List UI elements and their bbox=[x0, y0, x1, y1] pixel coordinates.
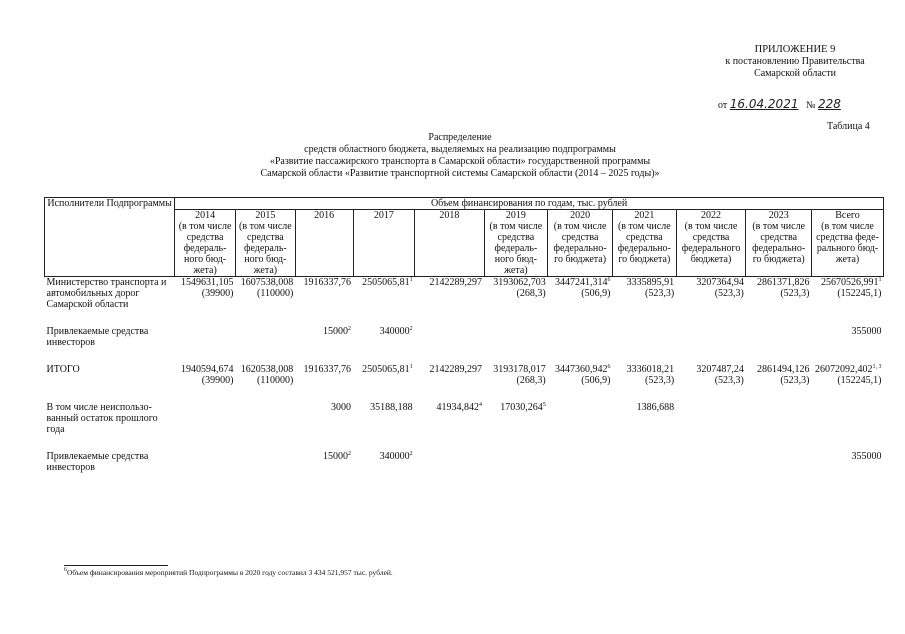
year-note: (в том числе средства федераль-ного бюд-жета) bbox=[489, 221, 543, 276]
table-number: Таблица 4 bbox=[827, 121, 870, 132]
year-label: 2017 bbox=[373, 210, 394, 221]
cell-value: 1940594,674 bbox=[180, 364, 234, 375]
value-cell bbox=[612, 451, 676, 473]
value-cell bbox=[676, 451, 746, 473]
year-header-2019 bbox=[484, 210, 548, 277]
cell-value: 1607538,008 bbox=[240, 277, 294, 288]
cell-federal-value: (110000) bbox=[257, 288, 294, 299]
cell-value: 17030,264 bbox=[500, 402, 543, 413]
cell-footnote-ref: 2 bbox=[409, 326, 413, 332]
financing-table bbox=[44, 197, 884, 473]
value-cell bbox=[235, 402, 295, 435]
footnote-text: Объем финансирования мероприятий Подпрограммы в 2020 году составил 3 434 521,957 тыс. рублей. bbox=[67, 568, 393, 577]
cell-federal-value: (523,3) bbox=[780, 288, 810, 299]
value-cell bbox=[548, 364, 613, 386]
cell-footnote-ref: 2 bbox=[409, 451, 413, 457]
decree-number: 228 bbox=[818, 97, 841, 111]
annex-block bbox=[700, 44, 890, 80]
row-label: Министерство транспорта и автомобильных дорог Самарской области bbox=[46, 277, 167, 310]
value-cell bbox=[676, 402, 746, 435]
value-cell bbox=[235, 364, 295, 386]
row-label: ИТОГО bbox=[46, 364, 80, 375]
value-cell bbox=[612, 402, 676, 435]
value-cell bbox=[295, 364, 353, 386]
row-label: В том числе неиспользо-ванный остаток прошлого года bbox=[46, 402, 158, 435]
decree-date-line bbox=[718, 97, 841, 111]
cell-federal-value: (152245,1) bbox=[837, 288, 882, 299]
cell-value: 3193178,017 bbox=[493, 364, 546, 375]
heading-line-3: «Развитие пассажирского транспорта в Самарской области» государственной программы bbox=[269, 156, 651, 167]
cell-federal-value: (110000) bbox=[257, 375, 294, 386]
value-cell bbox=[295, 277, 353, 311]
year-note: (в том числе средства федераль-ного бюд-жета) bbox=[178, 221, 232, 276]
cell-value: 3000 bbox=[331, 402, 351, 413]
heading-line-4: Самарской области «Развитие транспортной системы Самарской области (2014 – 2025 годы)» bbox=[260, 168, 660, 179]
table-body bbox=[45, 277, 884, 474]
spacer-cell bbox=[45, 386, 884, 402]
annex-title: ПРИЛОЖЕНИЕ 9 bbox=[754, 44, 836, 55]
value-cell bbox=[812, 364, 884, 386]
cell-federal-value: (39900) bbox=[201, 375, 234, 386]
spacer-cell bbox=[45, 310, 884, 326]
year-header-2022 bbox=[676, 210, 746, 277]
cell-value: 2142289,297 bbox=[429, 364, 483, 375]
cell-federal-value: (268,3) bbox=[516, 288, 546, 299]
year-label: 2018 bbox=[439, 210, 460, 221]
year-label: 2014 bbox=[195, 210, 216, 221]
value-cell bbox=[415, 451, 484, 473]
cell-value: 26072092,402 bbox=[815, 364, 873, 375]
cell-federal-value: (523,3) bbox=[714, 288, 744, 299]
value-cell bbox=[484, 451, 548, 473]
row-spacer bbox=[45, 348, 884, 364]
year-label: 2015 bbox=[255, 210, 276, 221]
value-cell bbox=[175, 326, 236, 348]
cell-value: 25670526,991 bbox=[821, 277, 879, 288]
footnote-separator bbox=[64, 565, 168, 566]
table-row bbox=[45, 277, 884, 311]
cell-footnote-ref: 2 bbox=[348, 326, 351, 332]
value-cell bbox=[235, 277, 295, 311]
cell-value: 1916337,76 bbox=[303, 277, 351, 288]
heading-line-1: Распределение bbox=[428, 132, 492, 143]
spacer-cell bbox=[45, 348, 884, 364]
cell-federal-value: (523,3) bbox=[780, 375, 810, 386]
value-cell bbox=[235, 326, 295, 348]
year-note: (в том числе средства федерально-го бюджета) bbox=[617, 221, 671, 265]
value-cell bbox=[415, 277, 484, 311]
value-cell bbox=[746, 402, 812, 435]
cell-federal-value: (523,3) bbox=[645, 288, 675, 299]
cell-value: 3335895,91 bbox=[626, 277, 675, 288]
spacer-cell bbox=[45, 435, 884, 451]
row-spacer bbox=[45, 435, 884, 451]
cell-value: 2505065,81 bbox=[362, 364, 410, 375]
value-cell bbox=[235, 451, 295, 473]
value-cell bbox=[676, 364, 746, 386]
value-cell bbox=[295, 402, 353, 435]
cell-value: 35188,188 bbox=[370, 402, 413, 413]
row-spacer bbox=[45, 310, 884, 326]
year-note: (в том числе средства федерально-го бюджета) bbox=[553, 221, 607, 265]
decree-date: 16.04.2021 bbox=[729, 97, 799, 111]
cell-value: 1549631,105 bbox=[180, 277, 234, 288]
year-label: 2023 bbox=[768, 210, 789, 221]
footnote-mark: 6 bbox=[64, 567, 67, 573]
cell-value: 3207364,94 bbox=[696, 277, 744, 288]
cell-footnote-ref: 6 bbox=[607, 277, 611, 283]
footnote bbox=[64, 568, 393, 577]
value-cell bbox=[812, 277, 884, 311]
table-row bbox=[45, 402, 884, 435]
date-prefix: от bbox=[718, 100, 728, 111]
annex-line-1: к постановлению Правительства bbox=[725, 56, 865, 67]
table-row bbox=[45, 364, 884, 386]
year-header-2020 bbox=[548, 210, 613, 277]
value-cell bbox=[548, 326, 613, 348]
cell-value: 2861371,826 bbox=[757, 277, 810, 288]
cell-federal-value: (523,3) bbox=[645, 375, 675, 386]
cell-footnote-ref: 4 bbox=[479, 402, 483, 408]
value-cell bbox=[548, 277, 613, 311]
year-header-2015 bbox=[235, 210, 295, 277]
number-label: № bbox=[805, 100, 816, 111]
cell-footnote-ref: 5 bbox=[542, 402, 546, 408]
value-cell bbox=[295, 326, 353, 348]
cell-value: 3336018,21 bbox=[626, 364, 675, 375]
year-label: 2019 bbox=[505, 210, 526, 221]
year-header-2021 bbox=[612, 210, 676, 277]
value-cell bbox=[175, 402, 236, 435]
value-cell bbox=[484, 326, 548, 348]
value-cell bbox=[746, 277, 812, 311]
year-note: (в том числе средства федерального бюджета) bbox=[681, 221, 741, 265]
cell-value: 2861494,126 bbox=[757, 364, 810, 375]
cell-value: 2505065,81 bbox=[362, 277, 410, 288]
cell-value: 3193062,703 bbox=[493, 277, 546, 288]
cell-value: 41934,842 bbox=[436, 402, 480, 413]
row-label: Привлекаемые средства инвесторов bbox=[46, 326, 149, 348]
value-cell bbox=[295, 451, 353, 473]
cell-federal-value: (152245,1) bbox=[837, 375, 882, 386]
cell-federal-value: (506,9) bbox=[581, 288, 611, 299]
cell-federal-value: (39900) bbox=[201, 288, 234, 299]
cell-value: 2142289,297 bbox=[429, 277, 483, 288]
value-cell bbox=[812, 402, 884, 435]
cell-value: 355000 bbox=[851, 451, 882, 462]
value-cell bbox=[175, 364, 236, 386]
year-note: (в том числе средства федераль-ного бюд-жета) bbox=[239, 221, 292, 276]
cell-value: 15000 bbox=[323, 326, 348, 337]
value-cell bbox=[612, 364, 676, 386]
year-label: 2021 bbox=[634, 210, 655, 221]
cell-federal-value: (523,3) bbox=[714, 375, 744, 386]
value-cell bbox=[415, 364, 484, 386]
value-cell bbox=[746, 326, 812, 348]
cell-value: 3447241,314 bbox=[554, 277, 608, 288]
value-cell bbox=[484, 277, 548, 311]
year-header-Всего bbox=[812, 210, 884, 277]
value-cell bbox=[548, 402, 613, 435]
row-spacer bbox=[45, 386, 884, 402]
table-row bbox=[45, 451, 884, 473]
year-label: 2020 bbox=[570, 210, 591, 221]
cell-value: 340000 bbox=[379, 326, 410, 337]
value-cell bbox=[175, 451, 236, 473]
value-cell bbox=[812, 451, 884, 473]
value-cell bbox=[484, 402, 548, 435]
year-label: 2016 bbox=[314, 210, 335, 221]
year-note: (в том числе средства федерально-го бюджета) bbox=[752, 221, 806, 265]
cell-footnote-ref: 1 bbox=[409, 277, 413, 283]
cell-footnote-ref: 2 bbox=[348, 451, 351, 457]
cell-federal-value: (506,9) bbox=[581, 375, 611, 386]
year-header-2014 bbox=[175, 210, 236, 277]
year-label: 2022 bbox=[701, 210, 722, 221]
value-cell bbox=[415, 326, 484, 348]
year-header-2018 bbox=[415, 210, 484, 277]
year-header-2016 bbox=[295, 210, 353, 277]
value-cell bbox=[746, 364, 812, 386]
cell-federal-value: (268,3) bbox=[516, 375, 546, 386]
value-cell bbox=[175, 277, 236, 311]
cell-footnote-ref: 1, 3 bbox=[872, 364, 882, 370]
table-row bbox=[45, 326, 884, 348]
value-cell bbox=[548, 451, 613, 473]
value-cell bbox=[353, 364, 415, 386]
cell-value: 1916337,76 bbox=[303, 364, 351, 375]
cell-value: 355000 bbox=[851, 326, 882, 337]
financing-header: Объем финансирования по годам, тыс. рублей bbox=[175, 198, 884, 210]
year-note: (в том числе средства феде-рального бюд-жета) bbox=[816, 221, 879, 265]
cell-value: 15000 bbox=[323, 451, 348, 462]
value-cell bbox=[612, 277, 676, 311]
cell-value: 1386,688 bbox=[636, 402, 675, 413]
value-cell bbox=[676, 277, 746, 311]
cell-value: 3447360,942 bbox=[554, 364, 608, 375]
value-cell bbox=[812, 326, 884, 348]
value-cell bbox=[353, 451, 415, 473]
cell-value: 1620538,008 bbox=[240, 364, 294, 375]
value-cell bbox=[612, 326, 676, 348]
year-header-2023 bbox=[746, 210, 812, 277]
value-cell bbox=[353, 402, 415, 435]
executors-header: Исполнители Подпрограммы bbox=[45, 198, 175, 277]
heading-line-2: средств областного бюджета, выделяемых на реализацию подпрограммы bbox=[304, 144, 616, 155]
annex-line-2: Самарской области bbox=[754, 68, 836, 79]
value-cell bbox=[746, 451, 812, 473]
cell-value: 3207487,24 bbox=[696, 364, 744, 375]
value-cell bbox=[353, 277, 415, 311]
value-cell bbox=[484, 364, 548, 386]
value-cell bbox=[353, 326, 415, 348]
year-header-2017 bbox=[353, 210, 415, 277]
value-cell bbox=[415, 402, 484, 435]
document-heading bbox=[190, 132, 730, 180]
row-label: Привлекаемые средства инвесторов bbox=[46, 451, 149, 473]
cell-footnote-ref: 6 bbox=[607, 364, 611, 370]
cell-footnote-ref: 1 bbox=[409, 364, 413, 370]
value-cell bbox=[676, 326, 746, 348]
cell-value: 340000 bbox=[379, 451, 410, 462]
year-label: Всего bbox=[835, 210, 860, 221]
cell-footnote-ref: 1 bbox=[878, 277, 882, 283]
